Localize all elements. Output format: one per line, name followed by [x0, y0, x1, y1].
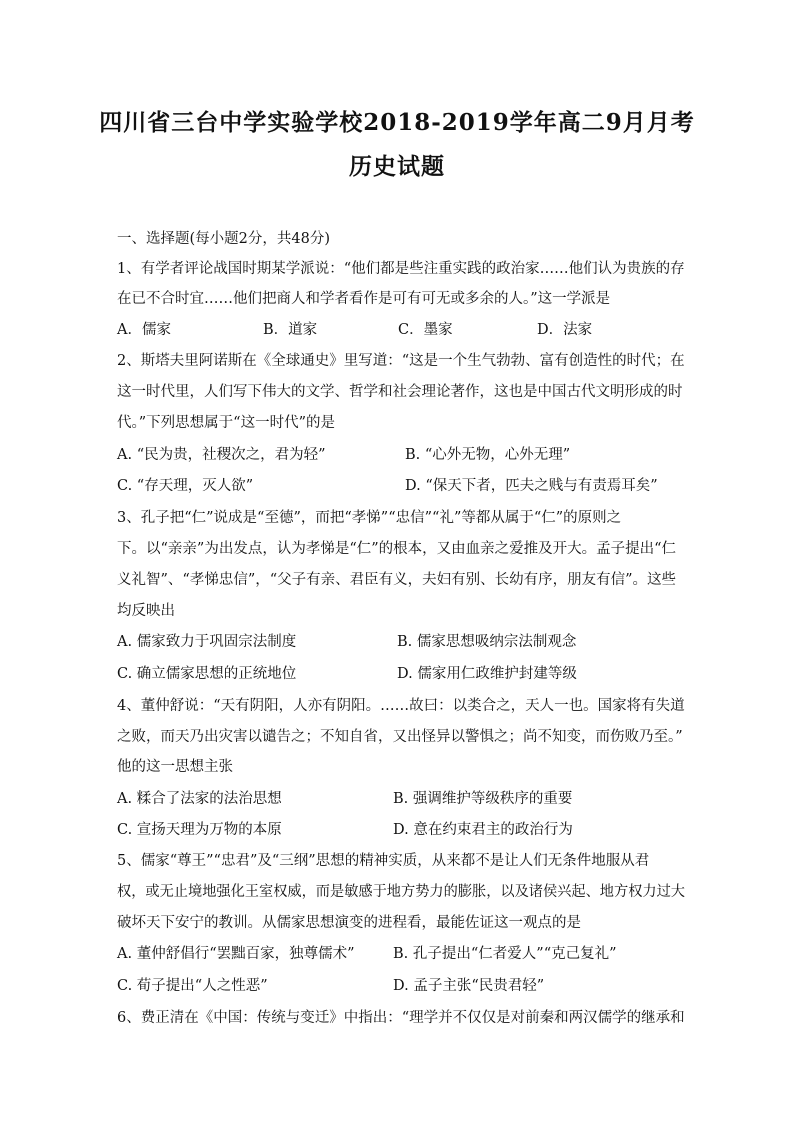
question-4-line-1: 4、董仲舒说：“天有阴阳，人亦有阴阳。……故曰：以类合之，天人一也。国家将有失道 — [117, 698, 685, 714]
question-6-line-1: 6、费正清在《中国：传统与变迁》中指出：“理学并不仅仅是对前秦和两汉儒学的继承和 — [117, 1010, 685, 1026]
question-2-option-c: C. “存天理，灭人欲” — [117, 478, 254, 494]
question-5-line-1: 5、儒家“尊王”“忠君”及“三纲”思想的精神实质，从来都不是让人们无条件地服从君 — [117, 853, 650, 869]
page-title: 四川省三台中学实验学校2018-2019学年高二9月月考 — [99, 109, 695, 136]
question-2-option-b: B. “心外无物，心外无理” — [405, 447, 571, 463]
question-5-option-b: B. 孔子提出“仁者爱人”“克己复礼” — [393, 946, 617, 962]
question-5-line-3: 破坏天下安宁的教训。从儒家思想演变的进程看，最能佐证这一观点的是 — [117, 915, 581, 931]
page-subtitle: 历史试题 — [349, 153, 445, 180]
question-3-option-a: A. 儒家致力于巩固宗法制度 — [117, 634, 297, 650]
question-2-line-1: 2、斯塔夫里阿诺斯在《全球通史》里写道：“这是一个生气勃勃、富有创造性的时代；在 — [117, 353, 685, 369]
question-2-option-d: D. “保天下者，匹夫之贱与有责焉耳矣” — [405, 478, 658, 494]
question-3-line-4: 均反映出 — [117, 603, 175, 619]
question-4-option-b: B. 强调维护等级秩序的重要 — [393, 791, 573, 807]
question-4-line-2: 之败，而天乃出灾害以谴告之；不知自省，又出怪异以警惧之；尚不知变，而伤败乃至。” — [117, 729, 683, 745]
question-4-line-3: 他的这一思想主张 — [117, 759, 233, 775]
question-1-option-d: D．法家 — [537, 322, 593, 338]
question-5-option-d: D. 孟子主张“民贵君轻” — [393, 978, 545, 994]
question-1-option-a: A．儒家 — [117, 322, 171, 338]
question-3-line-3: 义礼智”、“孝悌忠信”，“父子有亲、君臣有义，夫妇有别、长幼有序，朋友有信”。这些 — [117, 572, 677, 588]
question-1-option-b: B．道家 — [263, 322, 318, 338]
question-2-line-2: 这一时代里，人们写下伟大的文学、哲学和社会理论著作，这也是中国古代文明形成的时 — [117, 384, 683, 400]
section-heading: 一、选择题(每小题2分，共48分) — [117, 231, 330, 247]
question-3-line-2: 下。以“亲亲”为出发点，认为孝悌是“仁”的根本，又由血亲之爱推及开大。孟子提出“仁 — [117, 541, 677, 557]
question-3-option-d: D. 儒家用仁政维护封建等级 — [397, 666, 577, 682]
question-4-option-d: D. 意在约束君主的政治行为 — [393, 822, 573, 838]
question-3-line-1: 3、孔子把“仁”说成是“至德”，而把“孝悌”“忠信”“礼”等都从属于“仁”的原则之 — [117, 510, 622, 526]
question-1-line-2: 在已不合时宜……他们把商人和学者看作是可有可无或多余的人。”这一学派是 — [117, 291, 611, 307]
question-2-line-3: 代。”下列思想属于“这一时代”的是 — [117, 415, 335, 431]
question-5-option-a: A. 董仲舒倡行“罢黜百家，独尊儒术” — [117, 946, 355, 962]
question-4-option-c: C. 宣扬天理为万物的本原 — [117, 822, 282, 838]
question-4-option-a: A. 糅合了法家的法治思想 — [117, 791, 282, 807]
question-3-option-c: C. 确立儒家思想的正统地位 — [117, 666, 297, 682]
question-5-line-2: 权，或无止境地强化王室权威，而是敏感于地方势力的膨胀，以及诸侯兴起、地方权力过大 — [117, 884, 685, 900]
question-3-option-b: B. 儒家思想吸纳宗法制观念 — [397, 634, 577, 650]
question-1-line-1: 1、有学者评论战国时期某学派说：“他们都是些注重实践的政治家……他们认为贵族的存 — [117, 261, 685, 277]
question-5-option-c: C. 荀子提出“人之性恶” — [117, 978, 268, 994]
question-1-option-c: C．墨家 — [398, 322, 453, 338]
question-2-option-a: A. “民为贵，社稷次之，君为轻” — [117, 447, 326, 463]
